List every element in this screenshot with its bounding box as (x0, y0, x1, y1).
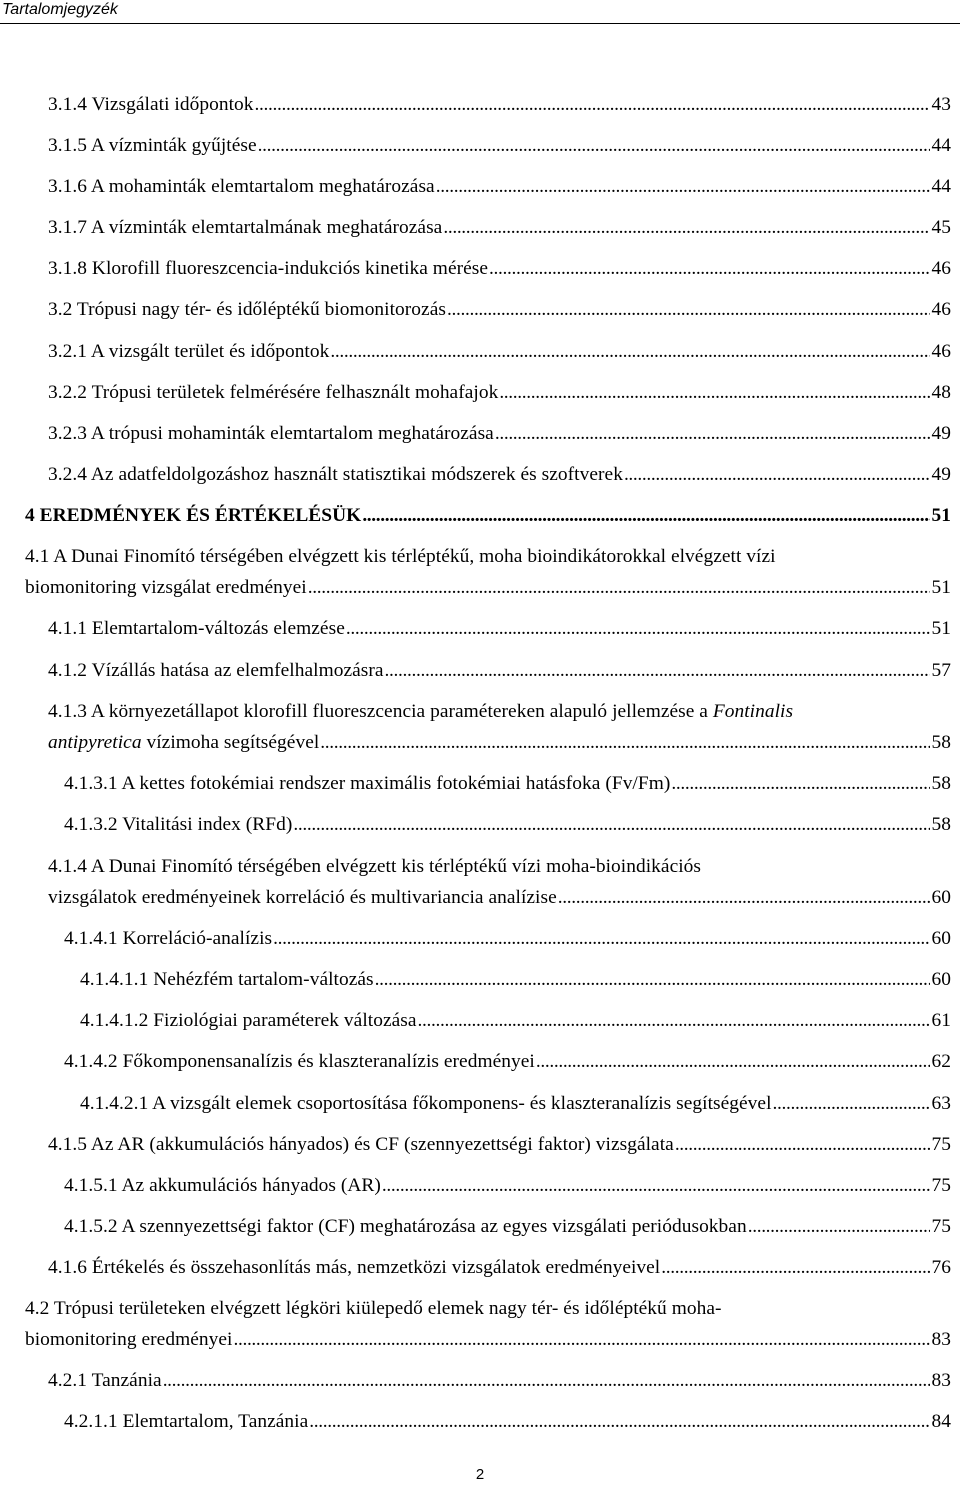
leader-dots (320, 727, 929, 758)
toc-entry-title: 4.1.5.1 Az akkumulációs hányados (AR) (64, 1175, 381, 1196)
leader-dots (495, 418, 930, 449)
toc-entry-title: biomonitoring vizsgálat eredményei (25, 577, 307, 598)
toc-entry-page: 46 (931, 341, 951, 362)
toc-entry[interactable] (48, 696, 951, 758)
toc-entry-title: 3.1.6 A mohaminták elemtartalom meghatározása (48, 176, 435, 197)
toc-entry-page: 44 (931, 135, 951, 156)
toc-entry-title: biomonitoring eredményei (25, 1329, 233, 1350)
leader-dots (489, 253, 929, 284)
toc-entry-title: vízimoha segítségével (141, 732, 320, 753)
toc-entry-title: 3.2.3 A trópusi mohaminták elemtartalom meghatározása (48, 423, 494, 444)
toc-entry-page: 46 (931, 299, 951, 320)
toc-entry-title-line1: 4.1.3 A környezetállapot klorofill fluoreszcencia paramétereken alapuló jellemzése a (48, 701, 713, 722)
toc-entry[interactable] (48, 613, 951, 644)
toc-entry-title: 3.2 Trópusi nagy tér- és időléptékű biomonitorozás (48, 299, 446, 320)
toc-entry[interactable] (25, 1293, 951, 1355)
toc-entry-title-line1: 4.1 A Dunai Finomító térségében elvégzett kis térléptékű, moha bioindikátorokkal elvégzett vízi (25, 546, 776, 567)
toc-entry[interactable] (25, 541, 951, 603)
toc-entry-page: 84 (931, 1411, 951, 1432)
toc-entry[interactable] (48, 294, 951, 325)
toc-entry[interactable] (48, 1129, 951, 1160)
toc-entry-page: 60 (931, 887, 951, 908)
toc-entry[interactable] (48, 418, 951, 449)
toc-entry-page: 83 (931, 1370, 951, 1391)
toc-entry[interactable] (48, 253, 951, 284)
leader-dots (773, 1088, 930, 1119)
toc-entry-page: 75 (931, 1175, 951, 1196)
header-title: Tartalomjegyzék (2, 1, 118, 18)
leader-dots (382, 1170, 930, 1201)
leader-dots (258, 130, 930, 161)
toc-entry-page: 49 (931, 464, 951, 485)
toc-entry-page: 45 (931, 217, 951, 238)
toc-entry[interactable] (64, 1211, 951, 1242)
toc-entry[interactable] (64, 809, 951, 840)
toc-entry-title: 4.2.1 Tanzánia (48, 1370, 162, 1391)
toc-entry-title: 4.1.4.2 Főkomponensanalízis és klaszteranalízis eredményei (64, 1051, 535, 1072)
toc-entry[interactable] (64, 1170, 951, 1201)
leader-dots (255, 89, 930, 120)
toc-entry-page: 61 (931, 1010, 951, 1031)
leader-dots (362, 500, 929, 531)
leader-dots (385, 655, 930, 686)
toc-entry[interactable] (48, 212, 951, 243)
toc-entry[interactable] (48, 1252, 951, 1283)
leader-dots (273, 923, 929, 954)
toc-entry[interactable] (48, 851, 951, 913)
leader-dots (447, 294, 930, 325)
toc-entry-title: 4.1.6 Értékelés és összehasonlítás más, nemzetközi vizsgálatok eredményeivel (48, 1257, 661, 1278)
species-name-epithet: antipyretica (48, 732, 142, 753)
toc-entry-page: 43 (931, 94, 951, 115)
toc-entry-title: 4.1.3.2 Vitalitási index (RFd) (64, 814, 293, 835)
toc-entry-page: 76 (931, 1257, 951, 1278)
toc-entry-page: 46 (931, 258, 951, 279)
toc-entry[interactable] (48, 336, 951, 367)
toc-entry-page: 58 (931, 732, 951, 753)
toc-entry-title: 4.1.5 Az AR (akkumulációs hányados) és CF (szennyezettségi faktor) vizsgálata (48, 1134, 674, 1155)
toc-entry[interactable] (48, 1365, 951, 1396)
toc-entry[interactable] (48, 130, 951, 161)
toc-entry-page: 57 (931, 660, 951, 681)
toc-entry[interactable] (48, 459, 951, 490)
toc-entry-title: 3.1.7 A vízminták elemtartalmának meghatározása (48, 217, 443, 238)
toc-entry-page: 75 (931, 1134, 951, 1155)
toc-entry-title: 4.1.4.1 Korreláció-analízis (64, 928, 273, 949)
leader-dots (436, 171, 930, 202)
leader-dots (499, 377, 929, 408)
toc-entry[interactable] (48, 655, 951, 686)
toc-entry-title: 3.1.4 Vizsgálati időpontok (48, 94, 254, 115)
leader-dots (330, 336, 929, 367)
species-name-genus: Fontinalis (712, 701, 794, 722)
toc-entry-title: 4.1.2 Vízállás hatása az elemfelhalmozásra (48, 660, 384, 681)
toc-entry-title: 4.2.1.1 Elemtartalom, Tanzánia (64, 1411, 309, 1432)
leader-dots (443, 212, 929, 243)
leader-dots (748, 1211, 930, 1242)
toc-entry-page: 58 (931, 773, 951, 794)
leader-dots (163, 1365, 930, 1396)
toc-entry[interactable] (48, 89, 951, 120)
toc-entry-title: vizsgálatok eredményeinek korreláció és multivariancia analízise (48, 887, 557, 908)
toc-entry[interactable] (80, 1088, 951, 1119)
toc-entry[interactable] (64, 923, 951, 954)
leader-dots (671, 768, 929, 799)
toc-entry-title: 3.2.1 A vizsgált terület és időpontok (48, 341, 330, 362)
toc-entry-page: 48 (931, 382, 951, 403)
toc-entry-page: 51 (931, 505, 951, 526)
leader-dots (624, 459, 930, 490)
toc-entry-page: 51 (931, 577, 951, 598)
toc-entry-title: 3.1.8 Klorofill fluoreszcencia-indukciós kinetika mérése (48, 258, 489, 279)
toc-entry-title: 4.1.1 Elemtartalom-változás elemzése (48, 618, 345, 639)
page-number: 2 (475, 1466, 485, 1483)
leader-dots (308, 572, 930, 603)
toc-entry-title: 4.1.4.1.2 Fiziológiai paraméterek változása (80, 1010, 417, 1031)
toc-chapter-entry[interactable] (25, 500, 951, 531)
toc-entry-title-line1: 4.1.4 A Dunai Finomító térségében elvégzett kis térléptékű vízi moha-bioindikációs (48, 856, 702, 877)
toc-entry-page: 62 (931, 1051, 951, 1072)
toc-entry-page: 58 (931, 814, 951, 835)
leader-dots (536, 1046, 930, 1077)
toc-entry-page: 60 (931, 928, 951, 949)
toc-entry-title: 3.1.5 A vízminták gyűjtése (48, 135, 257, 156)
toc-entry[interactable] (80, 1005, 951, 1036)
toc-entry-page: 49 (931, 423, 951, 444)
toc-entry-page: 60 (931, 969, 951, 990)
leader-dots (418, 1005, 930, 1036)
leader-dots (309, 1406, 929, 1437)
toc-entry[interactable] (64, 1406, 951, 1437)
toc-entry-page: 44 (931, 176, 951, 197)
toc-entry-page: 63 (931, 1093, 951, 1114)
toc-entry[interactable] (48, 377, 951, 408)
toc-entry-title: 4.1.3.1 A kettes fotokémiai rendszer maximális fotokémiai hatásfoka (Fv/Fm) (64, 773, 671, 794)
leader-dots (675, 1129, 930, 1160)
toc-entry-title: 4.1.5.2 A szennyezettségi faktor (CF) meghatározása az egyes vizsgálati periódusokban (64, 1216, 747, 1237)
toc-entry-page: 51 (931, 618, 951, 639)
leader-dots (293, 809, 929, 840)
toc-entry[interactable] (80, 964, 951, 995)
toc-entry[interactable] (64, 768, 951, 799)
toc-entry-page: 75 (931, 1216, 951, 1237)
toc-entry-title: 3.2.4 Az adatfeldolgozáshoz használt statisztikai módszerek és szoftverek (48, 464, 623, 485)
toc-entry[interactable] (64, 1046, 951, 1077)
toc-entry-title: 4 EREDMÉNYEK ÉS ÉRTÉKELÉSÜK (25, 505, 362, 526)
leader-dots (661, 1252, 929, 1283)
toc-entry[interactable] (48, 171, 951, 202)
leader-dots (558, 882, 930, 913)
leader-dots (346, 613, 930, 644)
toc-entry-title: 3.2.2 Trópusi területek felmérésére felhasznált mohafajok (48, 382, 499, 403)
leader-dots (233, 1324, 929, 1355)
toc-entry-title: 4.1.4.1.1 Nehézfém tartalom-változás (80, 969, 374, 990)
toc-entry-title: 4.1.4.2.1 A vizsgált elemek csoportosítása főkomponens- és klaszteranalízis segítségével (80, 1093, 772, 1114)
toc-entry-title-line1: 4.2 Trópusi területeken elvégzett légköri kiülepedő elemek nagy tér- és időléptékű moha- (25, 1298, 722, 1319)
leader-dots (375, 964, 930, 995)
toc-entry-page: 83 (931, 1329, 951, 1350)
